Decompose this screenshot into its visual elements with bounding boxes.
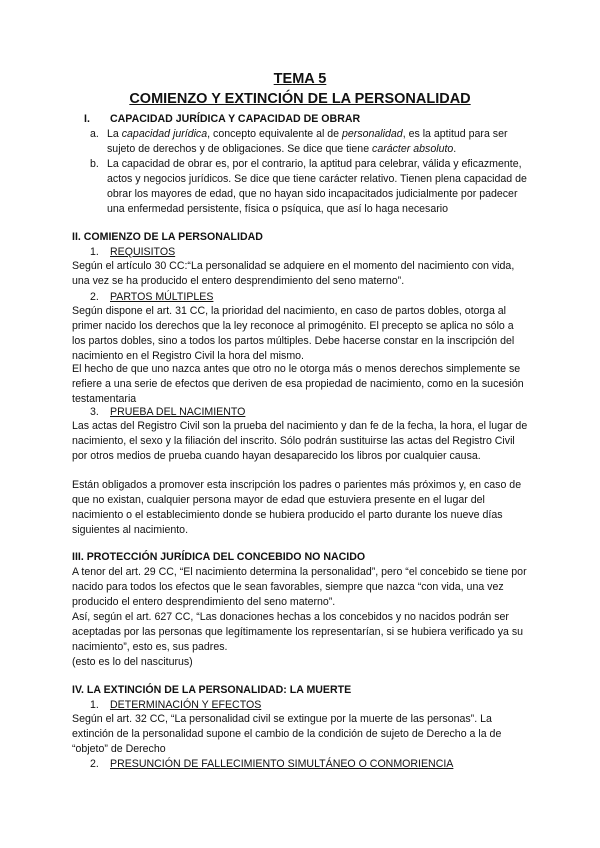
list-item-a-text [107,127,528,157]
section-2-heading: II. COMIENZO DE LA PERSONALIDAD [72,231,263,243]
text-run: . [453,143,457,155]
paragraph: (esto es lo del nasciturus) [72,656,193,668]
subsection-number: 1. [90,246,99,258]
paragraph: Según dispone el art. 31 CC, la prioridad del nacimiento, en caso de partos dobles, otorga al primer nacido los derechos que la ley reconoce al primogénito. El precepto se aplica no sólo a los partos dobles, sino a todos los partos múltiples. Debe hacerse constar en la inscripción del nacimiento en el Registro Civil la hora del mismo. [72,305,515,362]
paragraph: Así, según el art. 627 CC, “Las donaciones hechas a los concebidos y no nacidos podrán ser aceptadas por las personas que legítimamente los representarían, si se hubiera verificado ya su nacimiento”, esto es, sus padres. [72,611,524,653]
subsection-number: 2. [90,758,99,770]
section-1-heading [84,112,540,127]
subsection-number: 1. [90,699,99,711]
paragraph: Están obligados a promover esta inscripción los padres o parientes más próximos y, en caso de que no existan, cualquier persona mayor de edad que estuviera presente en el lugar del nacimiento o el establecimiento donde se hubiera producido el parto durante los nueve días siguientes al nacimiento. [72,479,522,536]
subsection-title: PARTOS MÚLTIPLES [110,291,214,303]
section-1-number: I. [84,113,90,125]
subsection-title: DETERMINACIÓN Y EFECTOS [110,699,262,711]
document-title: TEMA 5 [273,71,327,87]
paragraph: Según el artículo 30 CC:“La personalidad se adquiere en el momento del nacimiento con vida, una vez se ha producido el entero desprendimiento del seno materno”. [72,260,515,287]
document-subtitle: COMIENZO Y EXTINCIÓN DE LA PERSONALIDAD [129,91,471,107]
subsection-title: PRUEBA DEL NACIMIENTO [110,406,246,418]
list-item-b-text: La capacidad de obrar es, por el contrario, la aptitud para celebrar, válida y eficazmente, actos y negocios jurídicos. Se dice que tiene carácter relativo. Tienen plena capacidad de obrar los mayores de edad, que no hayan sido incapacitados judicialmente por padecer una enfermedad persistente, física o psíquica, que así lo haga necesario [107,158,527,215]
paragraph: Según el art. 32 CC, “La personalidad civil se extingue por la muerte de las personas”. La extinción de la personalidad supone el cambio de la condición de sujeto de Derecho a la de “objeto” de Derecho [72,713,502,755]
paragraph: Las actas del Registro Civil son la prueba del nacimiento y dan fe de la fecha, la hora, el lugar de nacimiento, el sexo y la filiación del inscrito. Sólo podrán sustituirse las actas del Registro Civil por otros medios de prueba cuando hayan desaparecido los libros por cualquier causa. [72,420,528,462]
text-run: , concepto equivalente al de [207,128,343,140]
text-run: La [107,128,122,140]
subsection-number: 3. [90,406,99,418]
emphasis-capacidad-juridica: capacidad jurídica [121,128,208,140]
emphasis-personalidad: personalidad [342,128,403,140]
emphasis-caracter-absoluto: carácter absoluto [372,143,454,155]
subsection-number: 2. [90,291,99,303]
section-1-title: CAPACIDAD JURÍDICA Y CAPACIDAD DE OBRAR [110,113,361,125]
subsection-title: REQUISITOS [110,246,176,258]
list-item-b [90,157,528,217]
text-run: , es la aptitud para ser sujeto de derechos y de obligaciones. Se dice que tiene [107,128,508,155]
list-item-b-label: b. [90,158,99,170]
list-item-a [90,127,528,157]
subsection-2-2-heading [90,290,213,305]
subsection-2-1-heading [90,245,175,260]
subsection-title: PRESUNCIÓN DE FALLECIMIENTO SIMULTÁNEO O CONMORIENCIA [110,758,454,770]
list-item-a-label: a. [90,128,99,140]
section-3-heading: III. PROTECCIÓN JURÍDICA DEL CONCEBIDO NO NACIDO [72,551,366,563]
section-4-heading: IV. LA EXTINCIÓN DE LA PERSONALIDAD: LA MUERTE [72,684,352,696]
subsection-4-1-heading [90,698,261,713]
paragraph: A tenor del art. 29 CC, “El nacimiento determina la personalidad”, pero “el concebido se tiene por nacido para todos los efectos que le sean favorables, siempre que nazca “con vida, una vez producido el entero desprendimiento del seno materno”. [72,566,527,608]
paragraph: El hecho de que uno nazca antes que otro no le otorga más o menos derechos simplemente se refiere a una serie de efectos que deriven de esa propiedad de nacimiento, como en la sucesión testamentaria [72,363,524,405]
subsection-2-3-heading [90,405,245,420]
subsection-4-2-heading [90,757,453,772]
